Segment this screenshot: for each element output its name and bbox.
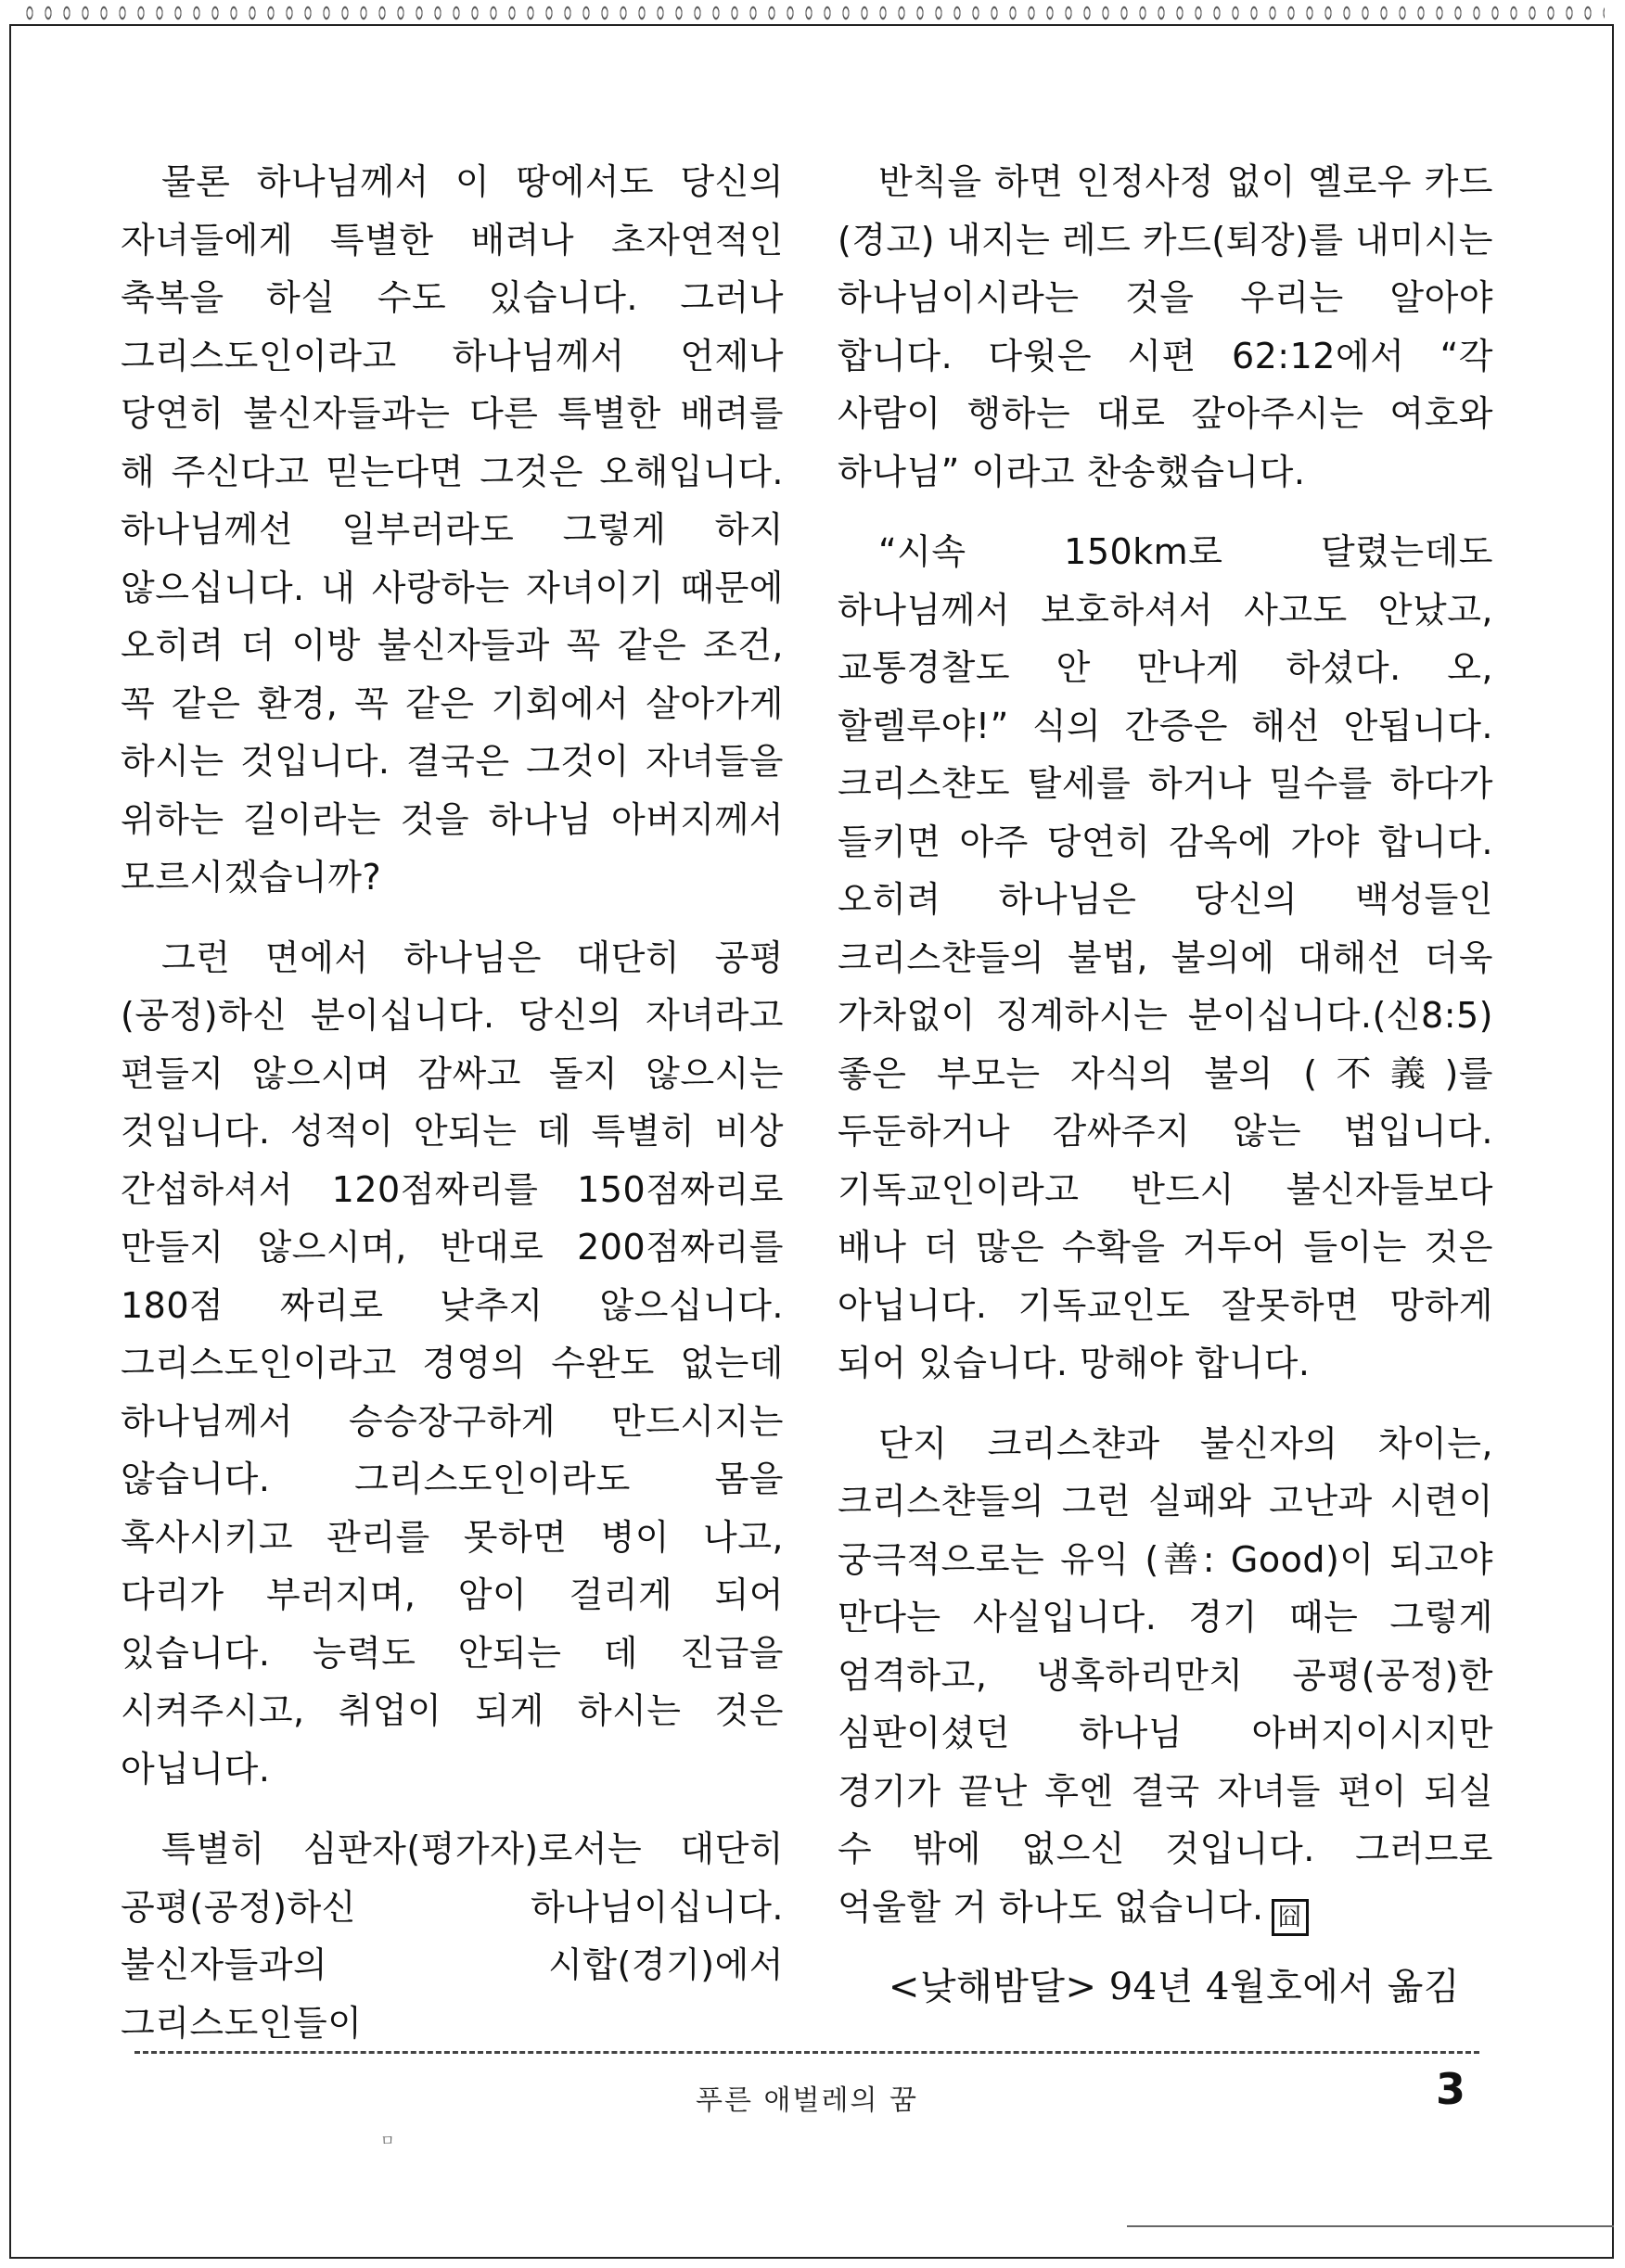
left-column — [121, 153, 784, 2074]
paragraph: 특별히 심판자(평가자)로서는 대단히 공평(공정)하신 하나님이십니다. 불신자들과의 시합(경기)에서 그리스도인들이 — [121, 1828, 784, 2044]
footer-divider — [134, 2051, 1479, 2054]
source-note: <낮해밤달> 94년 4월호에서 옮김 — [888, 1966, 1460, 2008]
stray-mark: ㅁ — [380, 2132, 395, 2149]
footer-title: 푸른 애벌레의 꿈 — [696, 2084, 918, 2117]
spiral-binding — [20, 0, 1605, 26]
paragraph-text: 단지 크리스챤과 불신자의 차이는, 크리스챤들의 그런 실패와 고난과 시련이 궁극적으로는 유익 (善: Good)이 되고야 만다는 사실입니다. 경기 때는 그렇게 엄격하고, 냉혹하리만치 공평(공정)한 심판이셨던 하나님 아버지이시지만 경기가 끝난 후엔 결국 자녀들 편이 되실 수 밖에 없으신 것입니다. 그러므로 억울할 거 하나도 없습니다. — [838, 1422, 1493, 1928]
end-mark-icon: 囧 — [1272, 1899, 1309, 1936]
paragraph: “시속 150km로 달렸는데도 하나님께서 보호하셔서 사고도 안났고, 교통경찰도 안 만나게 하셨다. 오, 할렐루야!” 식의 간증은 해선 안됩니다. 크리스챤도 탈세를 하거나 밀수를 하다가 들키면 아주 당연히 감옥에 가야 합니다. 오히려 하나님은 당신의 백성들인 크리스챤들의 불법, 불의에 대해선 더욱 가차없이 징계하시는 분이십니다.(신8:5) 좋은 부모는 자식의 불의 (不義)를 두둔하거나 감싸주지 않는 법입니다. 기독교인이라고 반드시 불신자들보다 배나 더 많은 수확을 거두어 들이는 것은 아닙니다. 기독교인도 잘못하면 망하게 되어 있습니다. 망해야 합니다. — [838, 531, 1493, 1383]
paragraph: 반칙을 하면 인정사정 없이 옐로우 카드(경고) 내지는 레드 카드(퇴장)를 내미시는 하나님이시라는 것을 우리는 알아야 합니다. 다윗은 시편 62:12에서 “각 사람이 행하는 대로 갚아주시는 여호와 하나님” 이라고 찬송했습니다. — [838, 161, 1493, 492]
page-number: 3 — [1436, 2064, 1466, 2114]
paragraph-last — [838, 1415, 1493, 1937]
paragraph: 물론 하나님께서 이 땅에서도 당신의 자녀들에게 특별한 배려나 초자연적인 축복을 하실 수도 있습니다. 그러나 그리스도인이라고 하나님께서 언제나 당연히 불신자들과는 다른 특별한 배려를 해 주신다고 믿는다면 그것은 오해입니다. 하나님께선 일부러라도 그렇게 하지 않으십니다. 내 사랑하는 자녀이기 때문에 오히려 더 이방 불신자들과 꼭 같은 조건, 꼭 같은 환경, 꼭 같은 기회에서 살아가게 하시는 것입니다. 결국은 그것이 자녀들을 위하는 길이라는 것을 하나님 아버지께서 모르시겠습니까? — [121, 161, 784, 898]
bottom-rule — [1127, 2225, 1614, 2227]
right-column — [838, 153, 1493, 2016]
paragraph: 그런 면에서 하나님은 대단히 공평(공정)하신 분이십니다. 당신의 자녀라고 편들지 않으시며 감싸고 돌지 않으시는 것입니다. 성적이 안되는 데 특별히 비상 간섭하셔서 120점짜리를 150점짜리로 만들지 않으시며, 반대로 200점짜리를 180점 짜리로 낮추지 않으십니다. 그리스도인이라고 경영의 수완도 없는데 하나님께서 승승장구하게 만드시지는 않습니다. 그리스도인이라도 몸을 혹사시키고 관리를 못하면 병이 나고, 다리가 부러지며, 암이 걸리게 되어 있습니다. 능력도 안되는 데 진급을 시켜주시고, 취업이 되게 하시는 것은 아닙니다. — [121, 937, 784, 1790]
